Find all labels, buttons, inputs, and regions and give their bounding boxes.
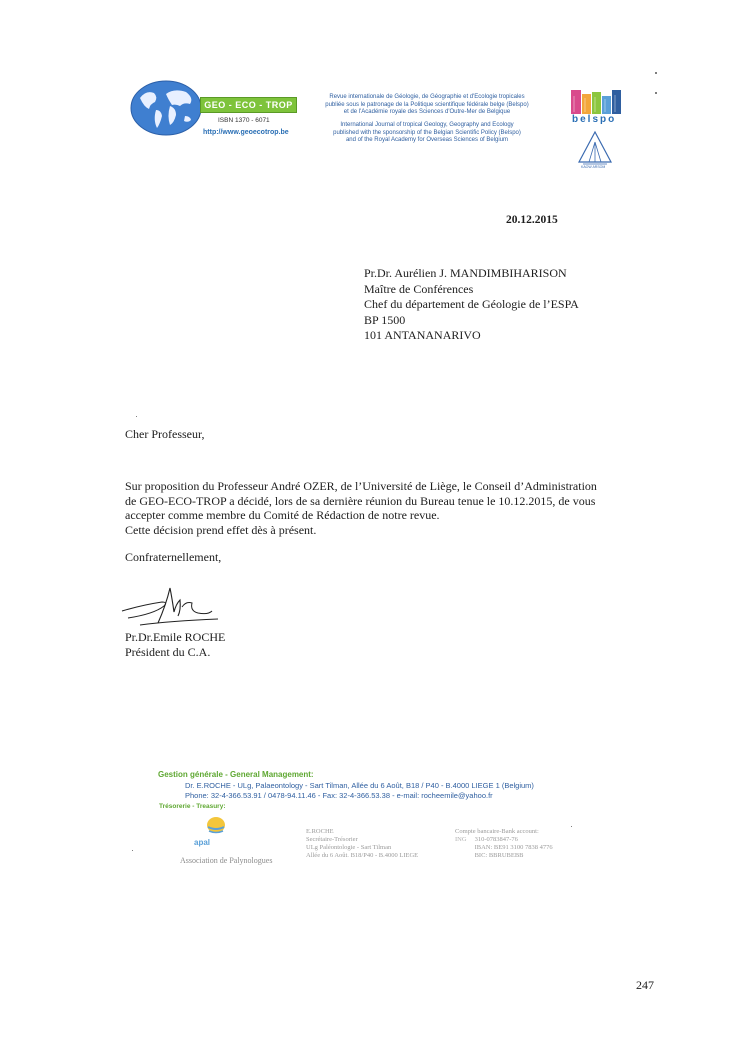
journal-description-en: [302, 122, 552, 145]
body-line: accepter comme membre du Comité de Rédaction de notre revue.: [125, 508, 440, 522]
recipient-address: [364, 266, 579, 344]
handwritten-signature: [120, 585, 230, 630]
arsom-logo-icon: [575, 128, 615, 168]
journal-name-banner: GEO - ECO - TROP: [200, 97, 297, 113]
treasurer-line: E.ROCHE: [306, 828, 334, 835]
scan-speck: [655, 92, 657, 94]
treasurer-line: Allée du 6 Août, B18/P40 - B.4000 LIEGE: [306, 852, 419, 857]
signatory-name: Pr.Dr.Emile ROCHE: [125, 630, 226, 644]
signatory: [125, 630, 225, 659]
body-line: de GEO-ECO-TROP a décidé, lors de sa dernière réunion du Bureau tenue le 10.12.2015, de vous: [125, 493, 596, 508]
description-fr-line: Revue internationale de Géologie, de Géographie et d'Ecologie tropicales: [329, 94, 525, 100]
bank-line: BIC: BBRUBEBB: [474, 852, 524, 857]
management-details: [185, 781, 534, 800]
description-fr-line: publiée sous le patronage de la Politique scientifique fédérale belge (Belspo): [325, 101, 529, 108]
apal-logo-icon: [192, 815, 230, 847]
scan-speck: [136, 416, 137, 417]
globe-logo-icon: [130, 80, 202, 136]
recipient-line: Pr.Dr. Aurélien J. MANDIMBIHARISON: [364, 266, 567, 280]
signatory-title: Président du C.A.: [125, 644, 211, 659]
bank-row: [455, 836, 553, 857]
treasurer-line: ULg Paléontologie - Sart Tilman: [306, 844, 392, 851]
belspo-logo-icon: [571, 90, 621, 114]
treasury-title: Trésorerie - Treasury:: [159, 803, 226, 810]
management-line: Phone: 32-4-366.53.91 / 0478-94.11.46 - Fax: 32-4-366.53.38 - e-mail: rocheemile@yahoo.fr: [185, 790, 493, 800]
closing: Confraternellement,: [125, 550, 222, 564]
description-en-line: International Journal of tropical Geology, Geography and Ecology: [340, 122, 514, 128]
recipient-line: Chef du département de Géologie de l’ESPA: [364, 297, 579, 311]
bank-account: [455, 828, 553, 857]
page-number: 247: [636, 978, 654, 992]
belspo-label: belspo: [572, 114, 617, 125]
letter-body: [125, 479, 625, 537]
bank-title: Compte bancaire-Bank account:: [455, 828, 539, 835]
management-title: Gestion générale - General Management:: [158, 770, 314, 779]
bank-name: ING: [455, 836, 467, 843]
journal-url-link[interactable]: http://www.geoecotrop.be: [203, 129, 289, 136]
bank-line: 310-0783847-76: [474, 836, 518, 843]
description-fr-line: et de l'Académie royale des Sciences d'Outre-Mer de Belgique: [343, 109, 511, 115]
bank-line: IBAN: BE91 3100 7838 4776: [474, 844, 553, 851]
description-en-line: and of the Royal Academy for Overseas Sciences of Belgium: [345, 137, 509, 143]
recipient-line: 101 ANTANANARIVO: [364, 328, 481, 342]
recipient-line: BP 1500: [364, 312, 406, 327]
arsom-label: KAOW ARSOM: [581, 165, 606, 169]
recipient-line: Maître de Conférences: [364, 281, 474, 296]
body-line: Sur proposition du Professeur André OZER, de l’Université de Liège, le Conseil d’Administration: [125, 479, 597, 493]
treasurer-line: Secrétaire-Trésorier: [306, 836, 358, 843]
letter-date: 20.12.2015: [506, 214, 558, 226]
treasurer-address: [306, 828, 418, 857]
salutation: Cher Professeur,: [125, 427, 205, 441]
association-label: Association de Palynologues: [180, 856, 273, 865]
journal-description-fr: [302, 94, 552, 117]
management-line: Dr. E.ROCHE - ULg, Palaeontology - Sart Tilman, Allée du 6 Août, B18 / P40 - B.4000 LIEGE 1 (Belgium): [185, 781, 534, 790]
description-en-line: published with the sponsorship of the Belgian Scientific Policy (Belspo): [333, 129, 521, 136]
isbn-label: ISBN 1370 - 6071: [218, 117, 270, 124]
apal-label: apal: [194, 838, 211, 847]
bank-lines: [475, 836, 553, 857]
scan-speck: [132, 850, 133, 851]
scan-speck: [571, 826, 572, 827]
scan-speck: [655, 72, 657, 74]
body-line: Cette décision prend effet dès à présent.: [125, 522, 317, 537]
